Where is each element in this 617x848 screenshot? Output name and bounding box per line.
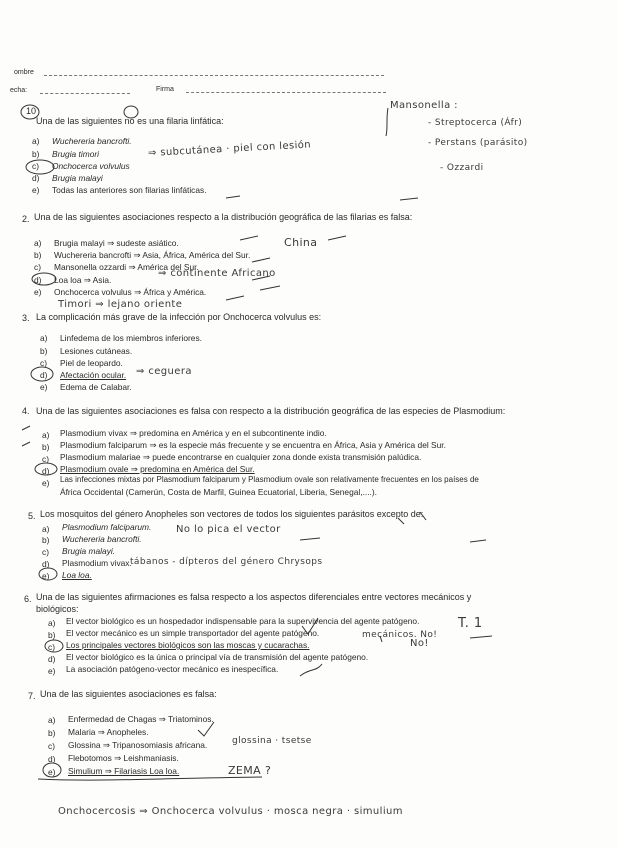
dash-mark (398, 512, 426, 524)
q2-opt-text: Mansonella ozzardi ⇒ América del Sur. (54, 262, 199, 272)
tick-mark (300, 664, 322, 676)
q4-opt-text: Plasmodium ovale ⇒ predomina en América del Sur. (60, 464, 255, 474)
q5-opt-text: Loa loa. (62, 570, 92, 580)
q2-opt-letter: b) (34, 250, 42, 260)
q2-opt-text: Loa loa ⇒ Asia. (54, 275, 112, 285)
q6-stem: Una de las siguientes afirmaciones es falsa respecto a los aspectos diferenciales entre vectores mecánicos y (36, 592, 472, 602)
hw-q7-note: glossina · tsetse (232, 736, 312, 746)
circle-mark (35, 463, 57, 475)
q7-opt-letter: a) (48, 715, 56, 725)
q6-opt-letter: a) (48, 618, 56, 628)
q1-opt-letter: e) (32, 185, 40, 195)
q5-opt-letter: d) (42, 559, 50, 569)
q6-opt-text: El vector biológico es la única o principal vía de transmisión del agente patógeno. (66, 652, 369, 662)
q7-opt-text: Simulium ⇒ Filariasis Loa loa. (68, 766, 180, 776)
circle-mark (124, 106, 138, 118)
q7-opt-text: Flebotomos ⇒ Leishmaniasis. (68, 753, 179, 763)
q3-opt-text: Piel de leopardo. (60, 358, 123, 368)
q7-opt-letter: c) (48, 741, 55, 751)
q7-opt-letter: e) (48, 767, 56, 777)
q3-opt-letter: c) (40, 358, 47, 368)
hw-q6-note2: No! (410, 638, 429, 649)
q3-opt-letter: e) (40, 382, 48, 392)
q4-opt-letter: d) (42, 466, 50, 476)
dash-mark (226, 236, 346, 300)
hw-q1-note: ⇒ subcutánea · piel con lesión (147, 139, 312, 159)
dash-mark (300, 538, 486, 542)
hw-q7-tema: ZEMA ? (228, 764, 272, 777)
dash-mark (22, 426, 30, 446)
q5-opt-text: Wuchereria bancrofti. (62, 534, 142, 544)
q4-opt-letter: a) (42, 430, 50, 440)
q1-stem: Una de las siguientes no es una filaria linfática: (36, 116, 224, 126)
circle-mark (31, 367, 53, 381)
q3-number: 3. (22, 313, 30, 323)
q3-opt-text: Lesiones cutáneas. (60, 346, 133, 356)
q1-opt-letter: c) (32, 161, 39, 171)
hw-bottom-note: Onchocercosis ⇒ Onchocerca volvulus · mosca negra · simulium (58, 806, 403, 817)
q5-opt-letter: a) (42, 524, 50, 534)
q7-opt-text: Enfermedad de Chagas ⇒ Triatominos. (68, 714, 214, 724)
hw-mansonella-title: Mansonella : (390, 100, 458, 111)
hw-mansonella-3: - Ozzardi (440, 163, 484, 173)
q7-opt-letter: b) (48, 728, 56, 738)
q2-stem: Una de las siguientes asociaciones respecto a la distribución geográfica de las filarias es falsa: (34, 212, 413, 222)
q4-opt-text: Las infecciones mixtas por Plasmodium falciparum y Plasmodium ovale son relativamente frecuentes en los países de (60, 475, 479, 484)
q3-opt-text: Afectación ocular. (60, 370, 127, 380)
q3-opt-text: Linfedema de los miembros inferiores. (60, 333, 202, 343)
hw-mansonella-2: - Perstans (parásito) (428, 138, 528, 148)
q5-stem: Los mosquitos del género Anopheles son vectores de todos los siguientes parásitos excepto de: (40, 509, 424, 519)
circle-mark (32, 273, 56, 285)
q6-opt-letter: c) (48, 642, 55, 652)
q1-opt-text: Wuchereria bancrofti. (52, 136, 132, 146)
q1-opt-text: Todas las anteriores son filarias linfáticas. (52, 185, 207, 195)
q6-opt-text: Los principales vectores biológicos son las moscas y cucarachas. (66, 640, 310, 650)
q2-opt-text: Onchocerca volvulus ⇒ África y América. (54, 287, 207, 297)
q1-number: 10 (26, 106, 37, 116)
q3-stem: La complicación más grave de la infección por Onchocerca volvulus es: (36, 312, 322, 322)
q1-opt-letter: d) (32, 173, 40, 183)
q4-opt-text: Plasmodium vivax ⇒ predomina en América y en el subcontinente indio. (60, 428, 327, 438)
q2-opt-letter: a) (34, 238, 42, 248)
q5-opt-letter: b) (42, 535, 50, 545)
q7-opt-text: Malaria ⇒ Anopheles. (68, 727, 149, 737)
hw-q2-timori: Timori ⇒ lejano oriente (58, 299, 183, 310)
q6-opt-text: La asociación patógeno-vector mecánico es inespecífica. (66, 664, 279, 674)
q4-opt-text: Plasmodium malariae ⇒ puede encontrarse en cualquier zona donde exista transmisión palúdica. (60, 452, 422, 462)
hw-q6-t1: T. 1 (458, 616, 483, 631)
q5-opt-text: Plasmodium vivax. (62, 558, 132, 568)
q5-opt-letter: e) (42, 571, 50, 581)
q3-opt-letter: a) (40, 333, 48, 343)
q3-opt-letter: d) (40, 370, 48, 380)
q5-opt-letter: c) (42, 547, 49, 557)
q1-opt-text: Onchocerca volvulus (52, 161, 130, 171)
hw-mansonella-1: - Streptocerca (Áfr) (428, 118, 523, 128)
bracket-mark (386, 108, 388, 136)
q4-opt-text-cont: África Occidental (Camerún, Costa de Marfil, Guinea Ecuatorial, Liberia, Senegal,....). (60, 487, 377, 497)
hw-q5-note2: tábanos - dípteros del género Chrysops (130, 557, 323, 567)
q7-number: 7. (28, 691, 36, 701)
tick-mark (198, 618, 318, 736)
circle-mark (39, 568, 57, 580)
underline-mark (38, 777, 262, 780)
q1-opt-letter: a) (32, 136, 40, 146)
q5-opt-text: Brugia malayi. (62, 546, 116, 556)
q6-opt-letter: b) (48, 630, 56, 640)
q5-number: 5. (28, 511, 36, 521)
q3-opt-text: Edema de Calabar. (60, 382, 132, 392)
circle-mark (43, 763, 61, 777)
date-label: echa: (10, 87, 28, 94)
q2-opt-letter: c) (34, 262, 41, 272)
q1-opt-text: Brugia timori (52, 149, 100, 159)
q7-opt-text: Glossina ⇒ Tripanosomiasis africana. (68, 740, 208, 750)
q2-opt-letter: e) (34, 287, 42, 297)
q6-opt-letter: e) (48, 666, 56, 676)
q6-stem-cont: biológicos: (36, 604, 79, 614)
q6-opt-letter: d) (48, 654, 56, 664)
q4-opt-letter: b) (42, 442, 50, 452)
q4-opt-text: Plasmodium falciparum ⇒ es la especie más frecuente y se encuentra en África, Asia y América del Sur. (60, 440, 446, 450)
hw-q3-note: ⇒ ceguera (136, 366, 192, 377)
q5-opt-text: Plasmodium falciparum. (62, 522, 152, 532)
q1-opt-text: Brugia malayi (52, 173, 103, 183)
name-label: ombre (14, 69, 34, 76)
q3-opt-letter: b) (40, 346, 48, 356)
q4-stem: Una de las siguientes asociaciones es falsa con respecto a la distribución geográfica de las especies de Plasmodium: (36, 406, 506, 416)
circle-mark (26, 160, 54, 174)
hw-q6-note1: mecánicos. No! (362, 630, 438, 640)
dash-mark (226, 196, 418, 200)
hw-q5-note1: No lo pica el vector (176, 524, 281, 535)
q2-opt-letter: d) (34, 275, 42, 285)
q2-number: 2. (22, 214, 30, 224)
hw-q2-africa: ⇒ continente Africano (158, 268, 276, 279)
signature-label: Firma (156, 86, 174, 93)
q4-opt-letter: c) (42, 454, 49, 464)
hw-q2-china: China (284, 236, 318, 249)
q6-number: 6. (24, 594, 32, 604)
q7-stem: Una de las siguientes asociaciones es falsa: (40, 689, 217, 699)
q4-number: 4. (22, 406, 30, 416)
q4-opt-letter: e) (42, 478, 50, 488)
q7-opt-letter: d) (48, 754, 56, 764)
circle-mark (45, 640, 63, 652)
q6-opt-text: El vector mecánico es un simple transportador del agente patógeno. (66, 628, 320, 638)
q6-opt-text: El vector biológico es un hospedador indispensable para la supervivencia del agente patógeno. (66, 616, 420, 626)
q2-opt-text: Wuchereria bancrofti ⇒ Asia, África, América del Sur. (54, 250, 251, 260)
dash-mark (380, 636, 492, 642)
q1-opt-letter: b) (32, 149, 40, 159)
q2-opt-text: Brugia malayi ⇒ sudeste asiático. (54, 238, 179, 248)
circle-mark (21, 105, 39, 119)
